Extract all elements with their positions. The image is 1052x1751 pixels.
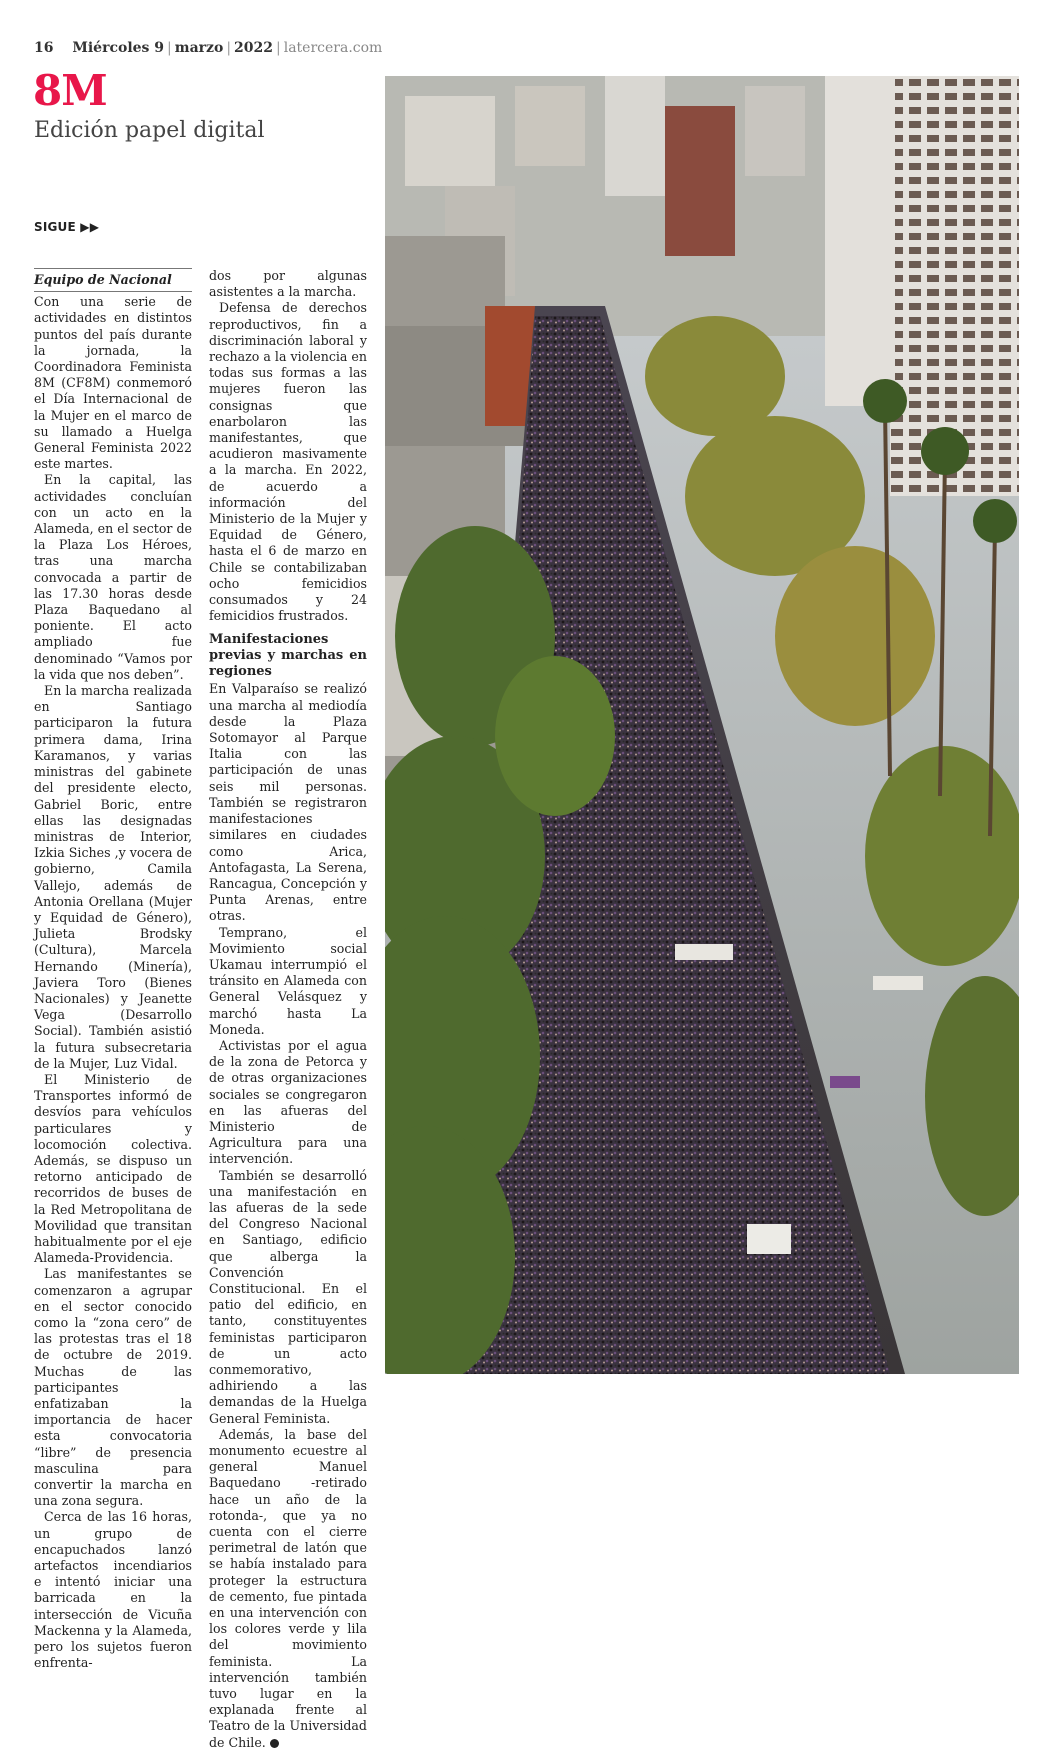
paragraph: Las manifestantes se comenzaron a agrupar en el sector conocido como la “zona cero” de las protestas tras el 18 de octubre de 2019. Muchas de las participantes enfatizaban la importancia de hacer esta convocatoria “libre” de presencia masculina para convertir la marcha en una zona segura. <box>34 1266 192 1509</box>
paragraph: dos por algunas asistentes a la marcha. <box>209 268 367 300</box>
paragraph: El Ministerio de Transportes informó de desvíos para vehículos particulares y locomoción colectiva. Además, se dispuso un retorno anticipado de recorridos de buses de la Red Metropolitana de Movilidad que transitan habitualmente por el eje Alameda-Providencia. <box>34 1071 192 1266</box>
header-site[interactable]: latercera.com <box>283 40 383 56</box>
article-author: Equipo de Nacional <box>34 268 192 292</box>
march-photo <box>385 76 1019 1374</box>
paragraph: Con una serie de actividades en distintos puntos del país durante la jornada, la Coordinadora Feminista 8M (CF8M) conmemoró el Día Internacional de la Mujer en el marco de su llamado a Huelga General Feminista 2022 este martes. <box>34 294 192 472</box>
paragraph: En Valparaíso se realizó una marcha al mediodía desde la Plaza Sotomayor al Parque Italia con las participación de unas seis mil personas. También se registraron manifestaciones similares en ciudades como Arica, Antofagasta, La Serena, Rancagua, Concepción y Punta Arenas, entre otras. <box>209 681 367 924</box>
end-mark-icon <box>270 1739 279 1748</box>
paragraph-text: Además, la base del monumento ecuestre al general Manuel Baquedano -retirado hace un año de la rotonda-, que ya no cuenta con el cierre perimetral de latón que se había instalado para proteger la estructura de cemento, fue pintada en una intervención con los colores verde y lila del movimiento feminista. La intervención también tuvo lugar en la explanada frente al Teatro de la Universidad de Chile. <box>209 1426 367 1750</box>
aerial-crowd-photo <box>385 76 1019 1374</box>
section-title: 8M <box>33 66 107 115</box>
paragraph-last <box>209 1427 367 1751</box>
paragraph: En la marcha realizada en Santiago participaron la futura primera dama, Irina Karamanos, y varias ministras del gabinete del presidente electo, Gabriel Boric, entre ellas las designadas ministras de Interior, Izkia Siches ,y vocera de gobierno, Camila Vallejo, además de Antonia Orellana (Mujer y Equidad de Género), Julieta Brodsky (Cultura), Marcela Hernando (Minería), Javiera Toro (Bienes Nacionales) y Jeanette Vega (Desarrollo Social). También asistió la futura subsecretaria de la Mujer, Luz Vidal. <box>34 683 192 1071</box>
page-number: 16 <box>34 40 54 56</box>
paragraph: Cerca de las 16 horas, un grupo de encapuchados lanzó artefactos incendiarios e intentó iniciar una barricada en la intersección de Vicuña Mackenna y la Alameda, pero los sujetos fueron enfrenta- <box>34 1509 192 1671</box>
header-day: Miércoles 9 <box>72 40 165 56</box>
article-column-2 <box>209 268 367 1751</box>
paragraph: Temprano, el Movimiento social Ukamau interrumpió el tránsito en Alameda con General Velásquez y marchó hasta La Moneda. <box>209 924 367 1037</box>
paragraph: En la capital, las actividades concluían con un acto en la Alameda, en el sector de la Plaza Los Héroes, tras una marcha convocada a partir de las 17.30 horas desde Plaza Baquedano al poniente. El acto ampliado fue denominado “Vamos por la vida que nos deben”. <box>34 472 192 682</box>
header-month: marzo <box>174 40 224 56</box>
page-header: 16 Miércoles 9 | marzo | 2022 | latercera.com <box>34 40 383 56</box>
header-year: 2022 <box>234 40 274 56</box>
paragraph: También se desarrolló una manifestación en las afueras de la sede del Congreso Nacional en Santiago, edificio que alberga la Convención Constitucional. En el patio del edificio, en tanto, constituyentes feministas participaron de un acto conmemorativo, adhiriendo a las demandas de la Huelga General Feminista. <box>209 1167 367 1426</box>
paragraph: Activistas por el agua de la zona de Petorca y de otras organizaciones sociales se congregaron en las afueras del Ministerio de Agricultura para una intervención. <box>209 1037 367 1167</box>
section-subtitle: Edición papel digital <box>34 118 265 143</box>
article-subhead: Manifestaciones previas y marchas en regiones <box>209 632 367 680</box>
paragraph: Defensa de derechos reproductivos, fin a discriminación laboral y rechazo a la violencia en todas sus formas a las mujeres fueron las consignas que enarbolaron las manifestantes, que acudieron masivamente a la marcha. En 2022, de acuerdo a información del Ministerio de la Mujer y Equidad de Género, hasta el 6 de marzo en Chile se contabilizaban ocho femicidios consumados y 24 femicidios frustrados. <box>209 300 367 624</box>
article-column-1 <box>34 268 192 1671</box>
continue-link[interactable]: SIGUE ▶▶ <box>34 220 100 234</box>
